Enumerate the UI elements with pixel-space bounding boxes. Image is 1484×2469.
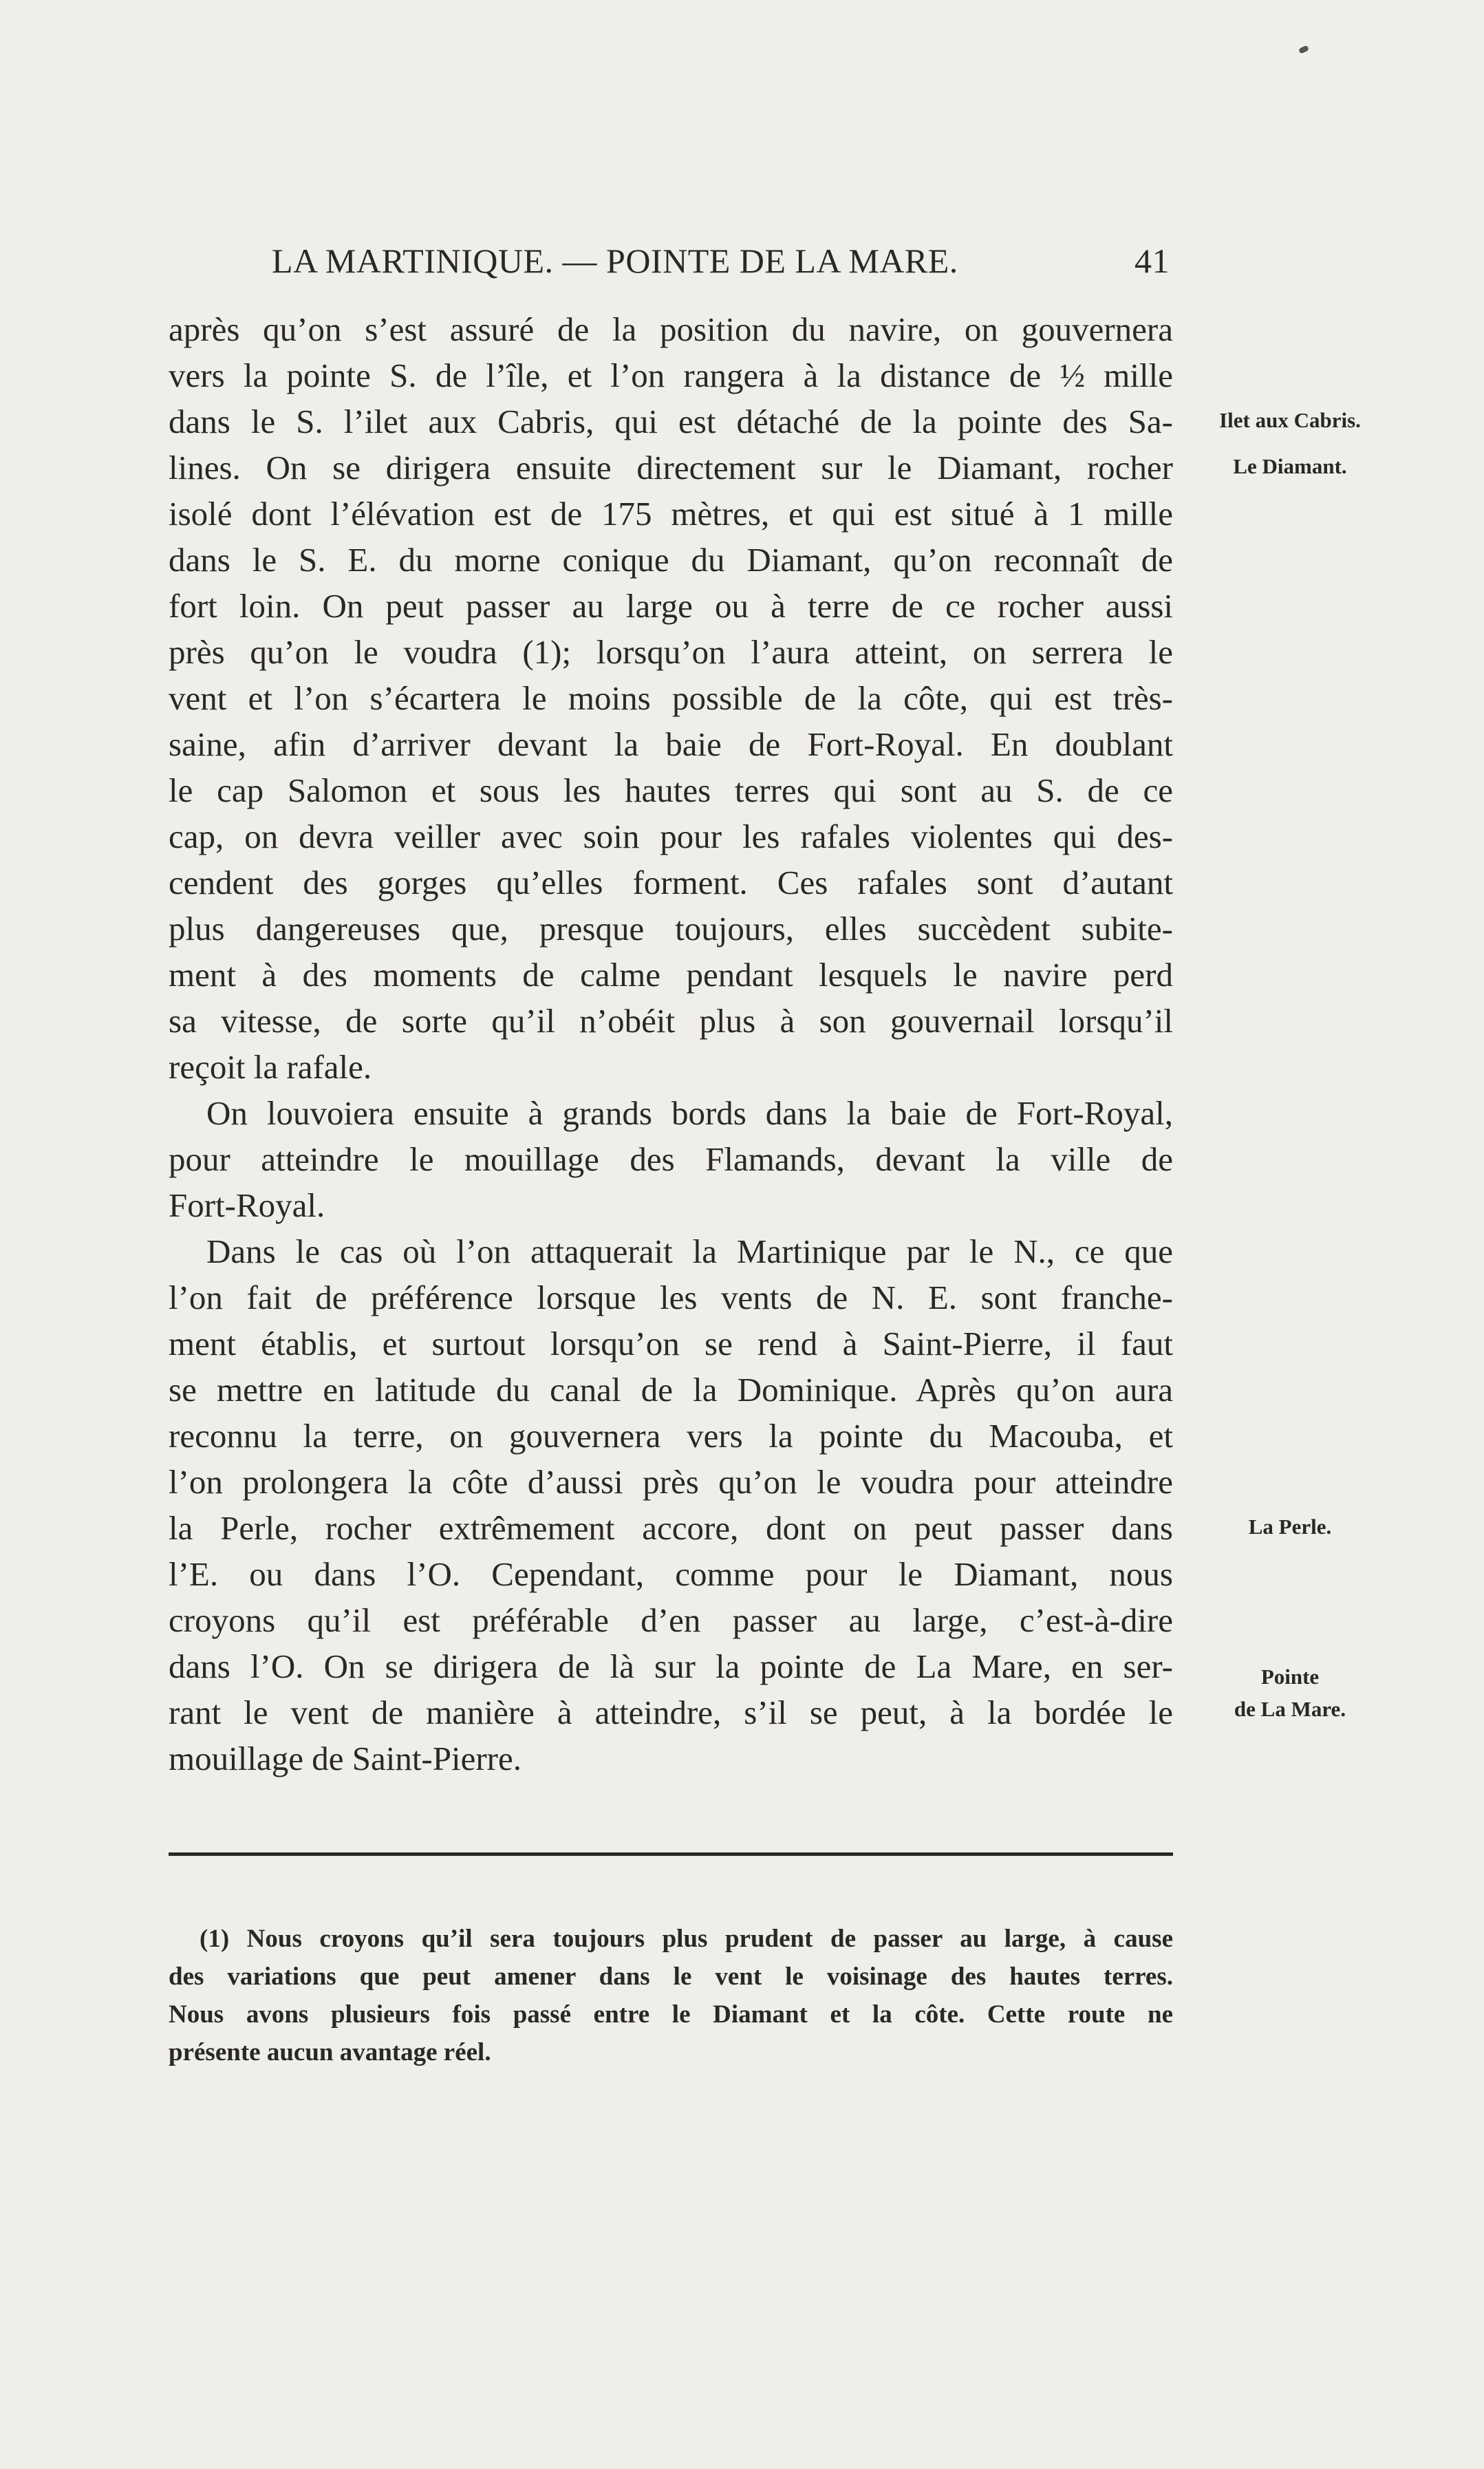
text-line: près qu’on le voudra (1); lorsqu’on l’aura atteint, on serrera le bbox=[169, 633, 1173, 671]
text-line: dans le S. l’ilet aux Cabris, qui est détaché de la pointe des Sa- bbox=[169, 403, 1173, 440]
text-line: plus dangereuses que, presque toujours, elles succèdent subite- bbox=[169, 910, 1173, 948]
footnote-line: (1) Nous croyons qu’il sera toujours plus prudent de passer au large, à cause bbox=[200, 1925, 1173, 1953]
text-line: cendent des gorges qu’elles forment. Ces rafales sont d’autant bbox=[169, 864, 1173, 901]
text-line: ment à des moments de calme pendant lesquels le navire perd bbox=[169, 956, 1173, 994]
text-line: sa vitesse, de sorte qu’il n’obéit plus à son gouvernail lorsqu’il bbox=[169, 1002, 1173, 1040]
body-text bbox=[169, 306, 1173, 1782]
margin-note: Ilet aux Cabris. bbox=[1219, 408, 1361, 432]
text-line: fort loin. On peut passer au large ou à terre de ce rocher aussi bbox=[169, 587, 1173, 625]
footnote-rule bbox=[169, 1852, 1173, 1856]
footnote-line: présente aucun avantage réel. bbox=[169, 2038, 491, 2066]
text-line: après qu’on s’est assuré de la position du navire, on gouvernera bbox=[169, 310, 1173, 348]
text-line: rant le vent de manière à atteindre, s’il se peut, à la bordée le bbox=[169, 1693, 1173, 1731]
text-line: cap, on devra veiller avec soin pour les rafales violentes qui des- bbox=[169, 817, 1173, 855]
text-line: reçoit la rafale. bbox=[169, 1048, 372, 1086]
footnote-line: des variations que peut amener dans le vent le voisinage des hautes terres. bbox=[169, 1963, 1173, 1991]
text-line: mouillage de Saint-Pierre. bbox=[169, 1740, 521, 1777]
page-number: 41 bbox=[1134, 242, 1170, 280]
text-line: dans le S. E. du morne conique du Diamant, qu’on reconnaît de bbox=[169, 541, 1173, 579]
text-line: l’on prolongera la côte d’aussi près qu’on le voudra pour atteindre bbox=[169, 1463, 1173, 1501]
margin-note: La Perle. bbox=[1248, 1515, 1332, 1539]
running-header bbox=[272, 241, 1170, 289]
text-line: saine, afin d’arriver devant la baie de Fort-Royal. En doublant bbox=[169, 725, 1173, 763]
text-line: lines. On se dirigera ensuite directement sur le Diamant, rocher bbox=[169, 449, 1173, 487]
text-line: le cap Salomon et sous les hautes terres qui sont au S. de ce bbox=[169, 771, 1173, 809]
text-line: ment établis, et surtout lorsqu’on se rend à Saint-Pierre, il faut bbox=[169, 1325, 1173, 1362]
text-line: se mettre en latitude du canal de la Dominique. Après qu’on aura bbox=[169, 1371, 1173, 1409]
text-line: reconnu la terre, on gouvernera vers la pointe du Macouba, et bbox=[169, 1417, 1173, 1455]
text-line: pour atteindre le mouillage des Flamands, devant la ville de bbox=[169, 1140, 1173, 1178]
footnote-line: Nous avons plusieurs fois passé entre le Diamant et la côte. Cette route ne bbox=[169, 2000, 1173, 2029]
text-line: croyons qu’il est préférable d’en passer au large, c’est-à-dire bbox=[169, 1601, 1173, 1639]
margin-note: Le Diamant. bbox=[1233, 454, 1347, 478]
text-line: On louvoiera ensuite à grands bords dans la baie de Fort-Royal, bbox=[206, 1094, 1173, 1132]
running-title: LA MARTINIQUE. — POINTE DE LA MARE. bbox=[272, 242, 958, 280]
margin-note: de La Mare. bbox=[1234, 1696, 1346, 1721]
footnote bbox=[169, 1920, 1173, 2071]
text-line: l’E. ou dans l’O. Cependant, comme pour le Diamant, nous bbox=[169, 1555, 1173, 1593]
text-line: Dans le cas où l’on attaquerait la Martinique par le N., ce que bbox=[206, 1232, 1173, 1270]
text-line: dans l’O. On se dirigera de là sur la pointe de La Mare, en ser- bbox=[169, 1647, 1173, 1685]
text-line: isolé dont l’élévation est de 175 mètres, et qui est situé à 1 mille bbox=[169, 495, 1173, 533]
text-line: Fort-Royal. bbox=[169, 1186, 325, 1224]
text-line: vers la pointe S. de l’île, et l’on rangera à la distance de ½ mille bbox=[169, 356, 1173, 394]
text-line: vent et l’on s’écartera le moins possible de la côte, qui est très- bbox=[169, 679, 1173, 717]
margin-note: Pointe bbox=[1260, 1664, 1320, 1689]
text-line: la Perle, rocher extrêmement accore, dont on peut passer dans bbox=[169, 1509, 1173, 1547]
ink-speck bbox=[1298, 45, 1309, 54]
text-line: l’on fait de préférence lorsque les vents de N. E. sont franche- bbox=[169, 1279, 1173, 1316]
